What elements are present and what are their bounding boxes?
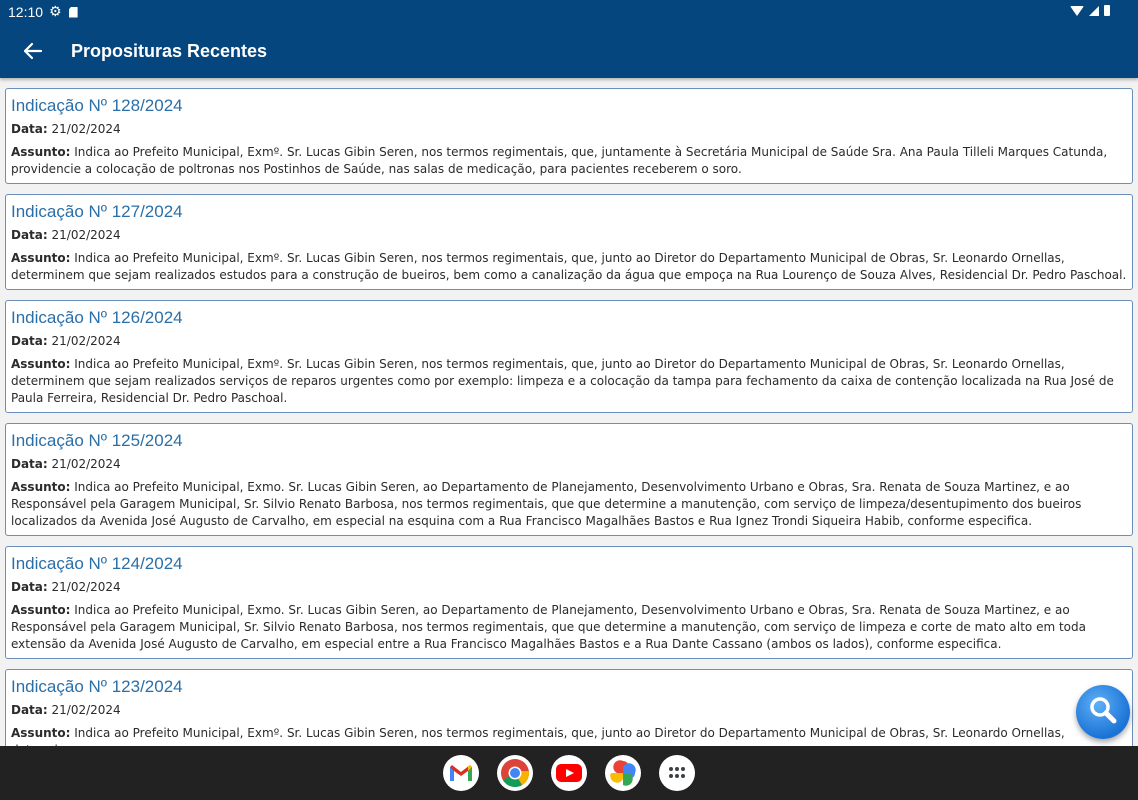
search-icon bbox=[1088, 695, 1118, 729]
subject-label: Assunto: bbox=[11, 357, 71, 371]
search-fab-button[interactable] bbox=[1076, 685, 1130, 739]
date-label: Data: bbox=[11, 334, 48, 348]
subject-label: Assunto: bbox=[11, 145, 71, 159]
photos-icon[interactable] bbox=[605, 755, 641, 791]
date-value: 21/02/2024 bbox=[51, 122, 121, 136]
date-label: Data: bbox=[11, 228, 48, 242]
date-value: 21/02/2024 bbox=[51, 228, 121, 242]
proposition-title[interactable]: Indicação Nº 123/2024 bbox=[11, 677, 183, 696]
proposition-date bbox=[11, 333, 1127, 350]
cell-signal-icon bbox=[1089, 6, 1099, 16]
proposition-title[interactable]: Indicação Nº 124/2024 bbox=[11, 554, 183, 573]
proposition-card[interactable] bbox=[5, 194, 1133, 290]
back-arrow-icon[interactable] bbox=[21, 39, 45, 63]
proposition-date bbox=[11, 579, 1127, 596]
proposition-subject bbox=[11, 479, 1127, 530]
proposition-title[interactable]: Indicação Nº 126/2024 bbox=[11, 308, 183, 327]
status-time: 12:10 bbox=[8, 4, 44, 20]
page-title: Proposituras Recentes bbox=[71, 40, 268, 61]
proposition-date bbox=[11, 456, 1127, 473]
proposition-subject bbox=[11, 356, 1127, 407]
subject-label: Assunto: bbox=[11, 480, 71, 494]
proposition-subject bbox=[11, 250, 1127, 284]
chrome-icon[interactable] bbox=[497, 755, 533, 791]
proposition-card[interactable] bbox=[5, 423, 1133, 536]
subject-value: Indica ao Prefeito Municipal, Exmo. Sr. Lucas Gibin Seren, ao Departamento de Planejamento, Desenvolvimento Urbano e Obras, Sra. Renata de Souza Martinez, e ao Responsável pela Garagem Municipal, Sr. Silvio Renato Barbosa, nos termos regimentais, que que determine a manutenção, com serviço de limpeza e corte de mato alto em toda extensão da Avenida José Augusto de Carvalho, em especial entre a Rua Francisco Magalhães Bastos e a Rua Dante Cassano (ambos os lados), conforme especifica. bbox=[11, 603, 1086, 651]
subject-label: Assunto: bbox=[11, 603, 71, 617]
subject-value: Indica ao Prefeito Municipal, Exmº. Sr. Lucas Gibin Seren, nos termos regimentais, que, junto ao Diretor do Departamento Municipal de Obras, Sr. Leonardo Ornellas, bbox=[74, 726, 1065, 740]
app-bar bbox=[0, 24, 1138, 78]
status-bar bbox=[0, 0, 1138, 24]
proposition-subject bbox=[11, 602, 1127, 653]
date-value: 21/02/2024 bbox=[51, 580, 121, 594]
proposition-date bbox=[11, 227, 1127, 244]
date-value: 21/02/2024 bbox=[51, 457, 121, 471]
proposition-title[interactable]: Indicação Nº 125/2024 bbox=[11, 431, 183, 450]
date-value: 21/02/2024 bbox=[51, 334, 121, 348]
date-label: Data: bbox=[11, 703, 48, 717]
date-label: Data: bbox=[11, 122, 48, 136]
gmail-icon[interactable] bbox=[443, 755, 479, 791]
date-label: Data: bbox=[11, 457, 48, 471]
sd-card-icon bbox=[69, 7, 78, 18]
subject-label: Assunto: bbox=[11, 251, 71, 265]
proposition-card[interactable] bbox=[5, 88, 1133, 184]
subject-value: Indica ao Prefeito Municipal, Exmº. Sr. Lucas Gibin Seren, nos termos regimentais, que, junto ao Diretor do Departamento Municipal de Obras, Sr. Leonardo Ornellas, determinem que sejam realizados estudos para a construção de bueiros, bem como a canalização da água que empoça na Rua Lourenço de Souza Alves, Residencial Dr. Pedro Paschoal. bbox=[11, 251, 1127, 282]
youtube-icon[interactable] bbox=[551, 755, 587, 791]
proposition-title[interactable]: Indicação Nº 128/2024 bbox=[11, 96, 183, 115]
subject-label: Assunto: bbox=[11, 726, 71, 740]
app-drawer-icon[interactable] bbox=[659, 755, 695, 791]
date-value: 21/02/2024 bbox=[51, 703, 121, 717]
battery-icon bbox=[1104, 5, 1110, 16]
app-dock bbox=[0, 746, 1138, 800]
proposition-subject bbox=[11, 144, 1127, 178]
proposition-date bbox=[11, 702, 1127, 719]
proposition-card[interactable] bbox=[5, 300, 1133, 413]
subject-value: Indica ao Prefeito Municipal, Exmo. Sr. Lucas Gibin Seren, ao Departamento de Planejamento, Desenvolvimento Urbano e Obras, Sra. Renata de Souza Martinez, e ao Responsável pela Garagem Municipal, Sr. Silvio Renato Barbosa, nos termos regimentais, que que determine a manutenção, com serviço de limpeza/desentupimento dos bueiros localizados da Avenida José Augusto de Carvalho, em especial na esquina com a Rua Francisco Magalhães Bastos e Rua Ignez Trondi Siqueira Habib, conforme especifica. bbox=[11, 480, 1082, 528]
proposition-card[interactable] bbox=[5, 546, 1133, 659]
proposition-title[interactable]: Indicação Nº 127/2024 bbox=[11, 202, 183, 221]
settings-gear-icon: ⚙ bbox=[49, 4, 62, 20]
date-label: Data: bbox=[11, 580, 48, 594]
propositions-list[interactable] bbox=[5, 88, 1133, 746]
wifi-icon bbox=[1070, 6, 1084, 16]
proposition-date bbox=[11, 121, 1127, 138]
subject-value: Indica ao Prefeito Municipal, Exmº. Sr. Lucas Gibin Seren, nos termos regimentais, que, juntamente à Secretária Municipal de Saúde Sra. Ana Paula Tilleli Marques Catunda, providencie a colocação de poltronas nos Postinhos de Saúde, nas salas de medicação, para pacientes receberem o soro. bbox=[11, 145, 1108, 176]
subject-value: Indica ao Prefeito Municipal, Exmº. Sr. Lucas Gibin Seren, nos termos regimentais, que, junto ao Diretor do Departamento Municipal de Obras, Sr. Leonardo Ornellas, determinem que sejam realizados serviços de reparos urgentes como por exemplo: limpeza e a colocação da tampa para fechamento da caixa de contenção localizada na Rua José de Paula Ferreira, Residencial Dr. Pedro Paschoal. bbox=[11, 357, 1114, 405]
